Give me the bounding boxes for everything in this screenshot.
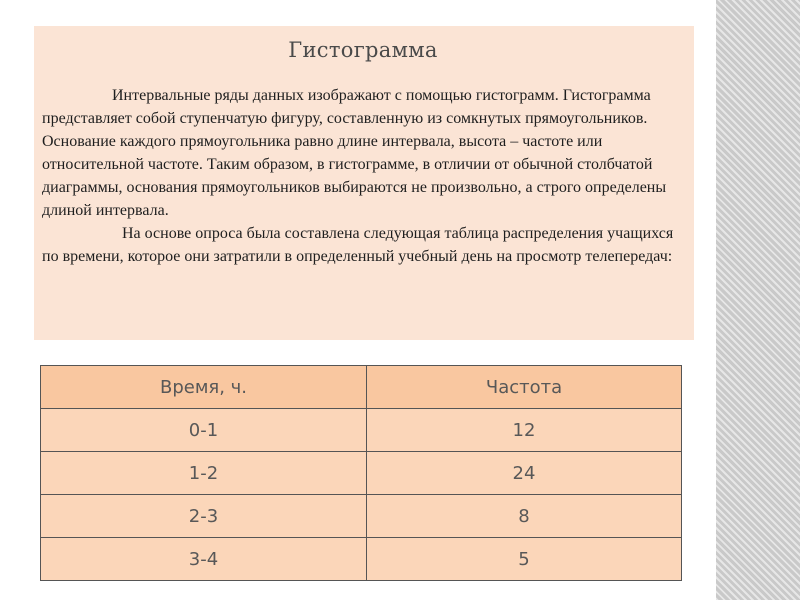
slide-title: Гистограмма xyxy=(288,38,438,62)
header-frequency: Частота xyxy=(367,366,682,409)
cell-frequency: 24 xyxy=(367,452,682,495)
table-header-row xyxy=(41,366,682,409)
table-row xyxy=(41,538,682,581)
decorative-stripe xyxy=(716,0,800,600)
table-row xyxy=(41,409,682,452)
cell-time: 3-4 xyxy=(41,538,367,581)
cell-time: 2-3 xyxy=(41,495,367,538)
survey-paragraph xyxy=(42,222,684,268)
cell-frequency: 8 xyxy=(367,495,682,538)
frequency-table xyxy=(40,365,682,581)
cell-frequency: 12 xyxy=(367,409,682,452)
cell-time: 1-2 xyxy=(41,452,367,495)
survey-paragraph-text: На основе опроса была составлена следующая таблица распределения учащихся по времени, которое они затратили в определенный учебный день на просмотр телепередач: xyxy=(42,225,674,265)
table-row xyxy=(41,495,682,538)
intro-paragraph xyxy=(42,84,684,222)
intro-paragraph-text: Интервальные ряды данных изображают с помощью гистограмм. Гистограмма представляет собой ступенчатую фигуру, составленную из сомкнутых прямоугольников. Основание каждого прямоугольника равно длине интервала, высота – частоте или относительной частоте. Таким образом, в гистограмме, в отличии от обычной столбчатой диаграммы, основания прямоугольников выбираются не произвольно, а строго определены длиной интервала. xyxy=(42,87,667,219)
cell-time: 0-1 xyxy=(41,409,367,452)
cell-frequency: 5 xyxy=(367,538,682,581)
header-time: Время, ч. xyxy=(41,366,367,409)
table-row xyxy=(41,452,682,495)
text-panel xyxy=(34,26,694,340)
